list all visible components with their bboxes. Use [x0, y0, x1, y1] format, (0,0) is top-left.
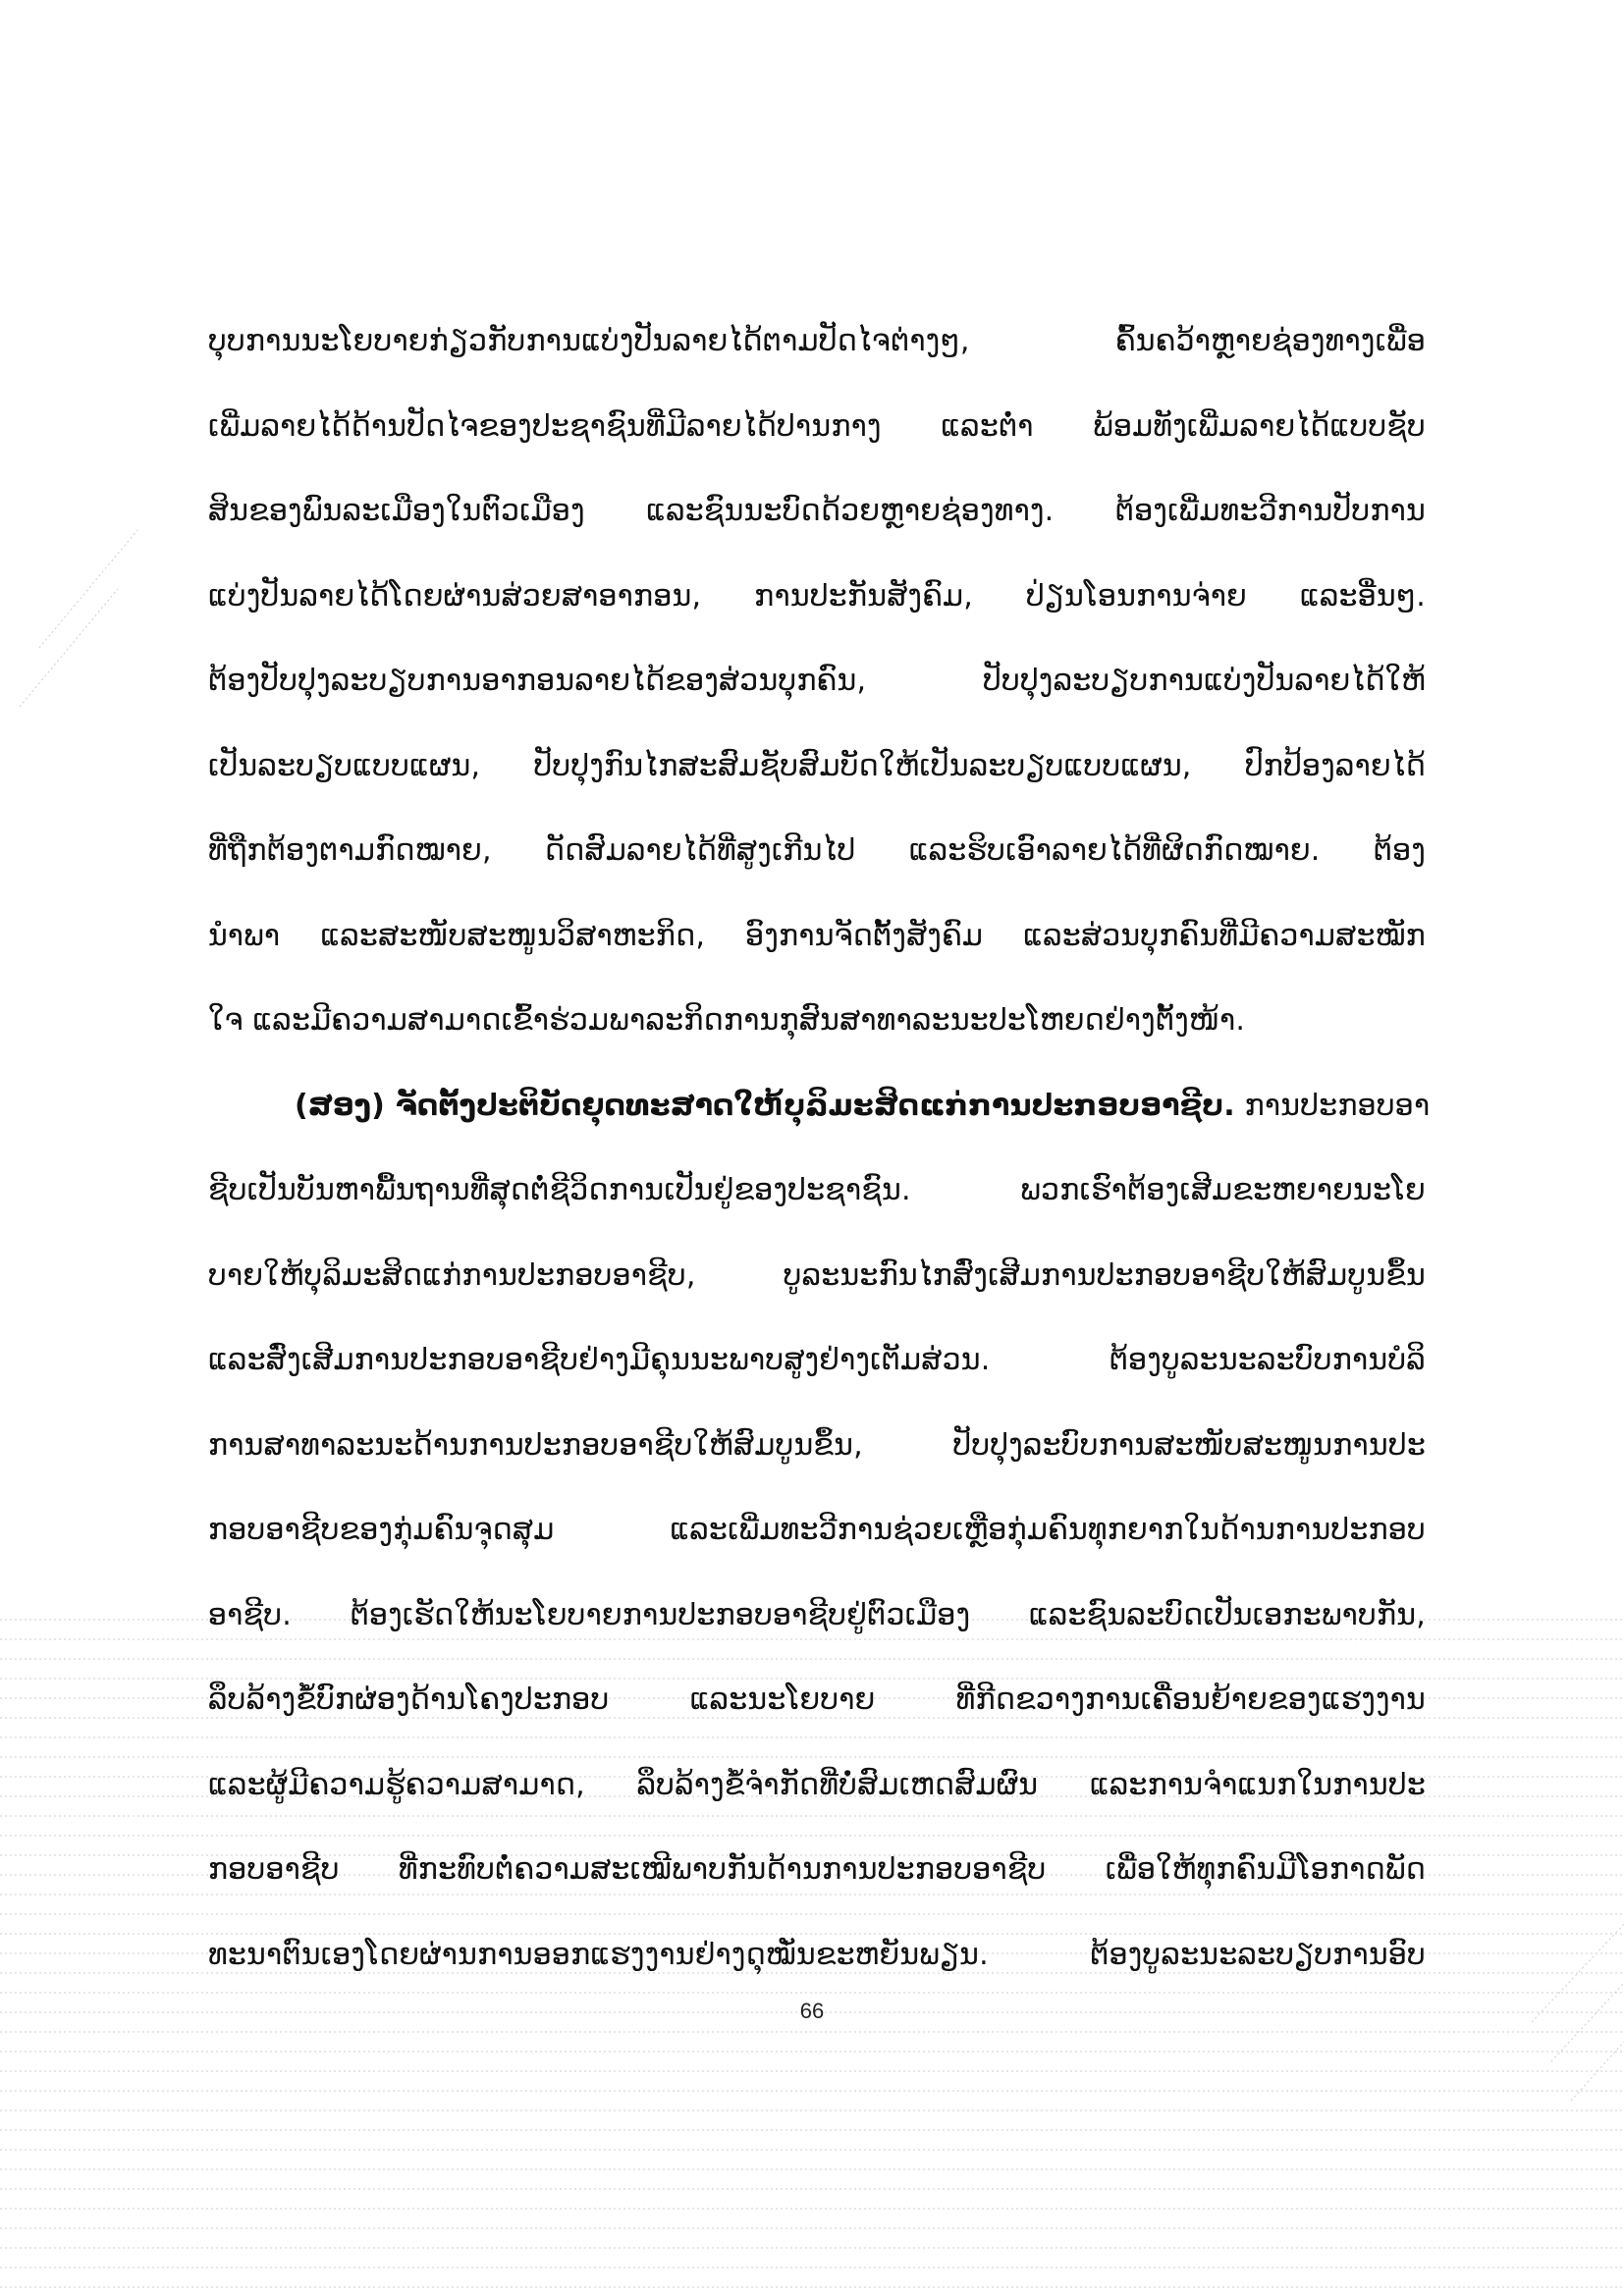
paragraph-2-first-line: [208, 1064, 1431, 1149]
paragraph-1-line: ໃຈ ແລະມີຄວາມສາມາດເຂົ້າຮ່ວມພາລະກິດການກຸສົນສາທາລະນະປະໂຫຍດຢ່າງຕັ້ງໜ້າ.: [208, 1003, 1246, 1038]
section-heading: (ສອງ) ຈັດຕັ້ງປະຕິບັດຍຸດທະສາດໃຫ້ບຸລິມະສິດແກ່ການປະກອບອາຊີບ.: [295, 1088, 1235, 1123]
paragraph-2-line: ລຶບລ້າງຂໍ້ບົກຜ່ອງດ້ານໂຄງປະກອບ ແລະນະໂຍບາຍ ທີ່ກີດຂວາງການເຄື່ອນຍ້າຍຂອງແຮງງານ: [208, 1682, 1426, 1717]
paragraph-1-line: ສິນຂອງພົນລະເມືອງໃນຕົວເມືອງ ແລະຊົນນະບົດດ້ວຍຫຼາຍຊ່ອງທາງ. ຕ້ອງເພີ່ມທະວີການປັບການ: [208, 494, 1426, 528]
paragraph-1-line: ຕ້ອງປັບປຸງລະບຽບການອາກອນລາຍໄດ້ຂອງສ່ວນບຸກຄົນ, ປັບປຸງລະບຽບການແບ່ງປັນລາຍໄດ້ໃຫ້: [208, 664, 1426, 698]
paragraph-2-line: ແລະຜູ້ມີຄວາມຮູ້ຄວາມສາມາດ, ລຶບລ້າງຂໍ້ຈຳກັດທີ່ບໍ່ສົມເຫດສົມຜົນ ແລະການຈຳແນກໃນການປະ: [208, 1767, 1426, 1802]
paragraph-1-line: ເປັນລະບຽບແບບແຜນ, ປັບປຸງກົນໄກສະສົມຊັບສົມບັດໃຫ້ເປັນລະບຽບແບບແຜນ, ປົກປ້ອງລາຍໄດ້: [208, 748, 1426, 783]
paragraph-2-line: ແລະສົ່ງເສີມການປະກອບອາຊີບຢ່າງມີຄຸນນະພາບສູງຢ່າງເຕັມສ່ວນ. ຕ້ອງບູລະນະລະບົບການບໍລິ: [208, 1343, 1426, 1377]
body-text: [208, 299, 1431, 1998]
paragraph-1-line: ນຳພາ ແລະສະໜັບສະໜູນວິສາຫະກິດ, ອົງການຈັດຕັ້ງສັງຄົມ ແລະສ່ວນບຸກຄົນທີ່ມີຄວາມສະໝັກ: [208, 918, 1426, 953]
paragraph-1-line: ບຸບການນະໂຍບາຍກ່ຽວກັບການແບ່ງປັນລາຍໄດ້ຕາມປັດໄຈຕ່າງໆ, ຄົ້ນຄວ້າຫຼາຍຊ່ອງທາງເພື່ອ: [208, 324, 1426, 358]
paragraph-1-line: ເພີ່ມລາຍໄດ້ດ້ານປັດໄຈຂອງປະຊາຊົນທີ່ມີລາຍໄດ້ປານກາງ ແລະຕ່ຳ ພ້ອມທັງເພີ່ມລາຍໄດ້ແບບຊັບ: [208, 408, 1426, 444]
paragraph-1-line: ທີ່ຖືກຕ້ອງຕາມກົດໝາຍ, ດັດສົມລາຍໄດ້ທີ່ສູງເກີນໄປ ແລະຮິບເອົາລາຍໄດ້ທີ່ຜິດກົດໝາຍ. ຕ້ອງ: [208, 833, 1426, 868]
paragraph-2-line: ກອບອາຊີບຂອງກຸ່ມຄົນຈຸດສຸມ ແລະເພີ່ມທະວີການຊ່ວຍເຫຼືອກຸ່ມຄົນທຸກຍາກໃນດ້ານການປະກອບ: [208, 1513, 1426, 1547]
paragraph-2-line: ບາຍໃຫ້ບຸລິມະສິດແກ່ການປະກອບອາຊີບ, ບູລະນະກົນໄກສົ່ງເສີມການປະກອບອາຊີບໃຫ້ສົມບູນຂຶ້ນ: [208, 1257, 1426, 1293]
paragraph-2-line: ຊີບເປັນບັນຫາພື້ນຖານທີ່ສຸດຕໍ່ຊີວິດການເປັນຢູ່ຂອງປະຊາຊົນ. ພວກເຮົາຕ້ອງເສີມຂະຫຍາຍນະໂຍ: [208, 1173, 1426, 1207]
paragraph-2-line-start: ການປະກອບອາ: [1244, 1088, 1431, 1123]
paragraph-1-line: ແບ່ງປັນລາຍໄດ້ໂດຍຜ່ານສ່ວຍສາອາກອນ, ການປະກັນສັງຄົມ, ປ່ຽນໂອນການຈ່າຍ ແລະອື່ນໆ.: [208, 578, 1426, 614]
paragraph-2-line: ກອບອາຊີບ ທີ່ກະທົບຕໍ່ຄວາມສະເໝີພາບກັນດ້ານການປະກອບອາຊີບ ເພື່ອໃຫ້ທຸກຄົນມີໂອກາດພັດ: [208, 1852, 1426, 1887]
paragraph-2-line: ທະນາຕົນເອງໂດຍຜ່ານການອອກແຮງງານຢ່າງດຸໝັ່ນຂະຫຍັນພຽນ. ຕ້ອງບູລະນະລະບຽບການອົບ: [208, 1937, 1426, 1972]
paragraph-2-line: ອາຊີບ. ຕ້ອງເຮັດໃຫ້ນະໂຍບາຍການປະກອບອາຊີບຢູ່ຕົວເມືອງ ແລະຊົນລະບົດເປັນເອກະພາບກັນ,: [208, 1597, 1426, 1632]
page-number: 66: [799, 1999, 825, 2023]
paragraph-2-line: ການສາທາລະນະດ້ານການປະກອບອາຊີບໃຫ້ສົມບູນຂຶ້ນ, ປັບປຸງລະບົບການສະໜັບສະໜູນການປະ: [208, 1427, 1426, 1463]
